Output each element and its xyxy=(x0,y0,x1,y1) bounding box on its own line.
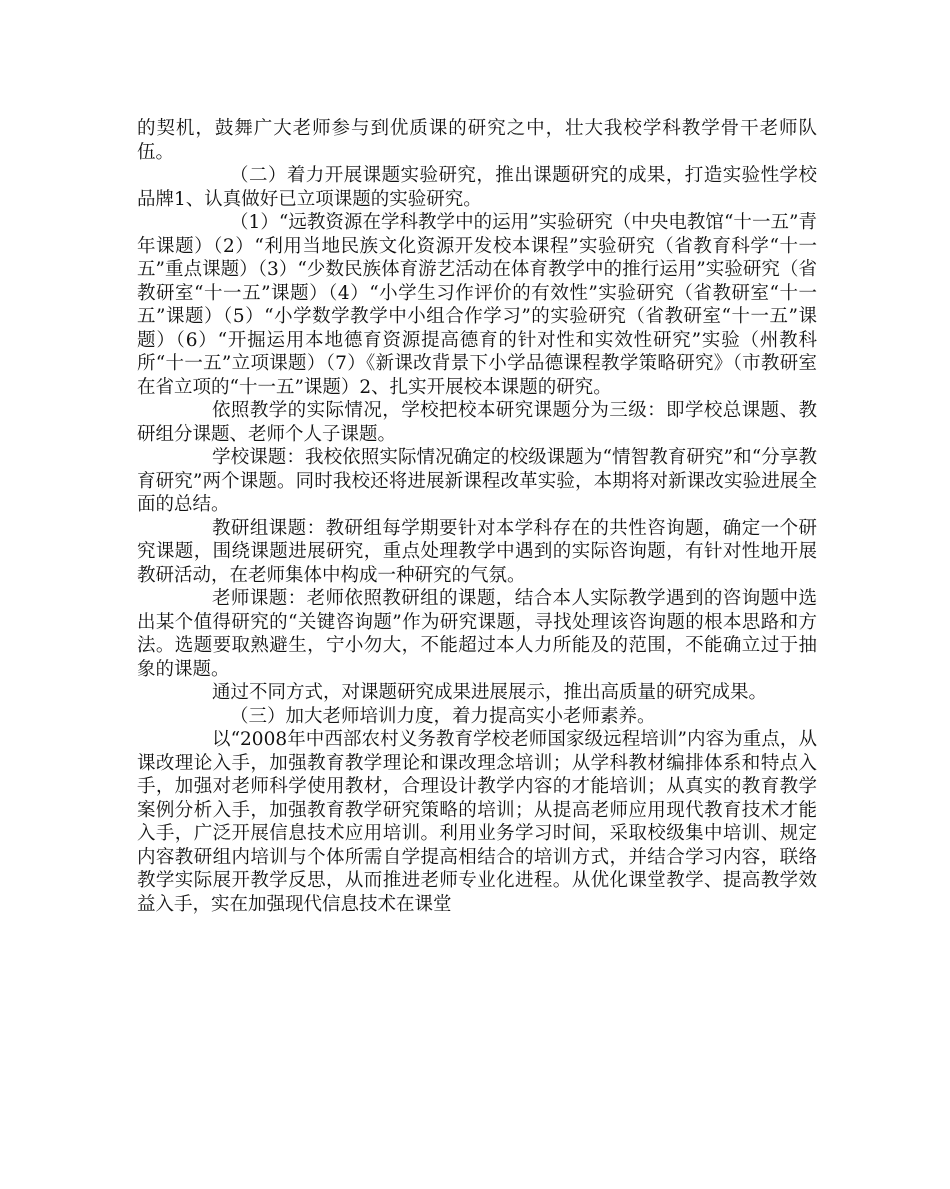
paragraph-training-details: 以“2008年中西部农村义务教育学校老师国家级远程培训”内容为重点，从课改理论入手，加强教育教学理论和课改理念培训；从学科教材编排体系和特点入手，加强对老师科学使用教材，合理设计教学内容的才能培训；从真实的教育教学案例分析入手，加强教育教学研究策略的培训；从提高老师应用现代教育技术才能入手，广泛开展信息技术应用培训。利用业务学习时间，采取校级集中培训、规定内容教研组内培训与个体所需自学提高相结合的培训方式，并结合学习内容，联络教学实际展开教学反思，从而推进老师专业化进程。从优化课堂教学、提高教学效益入手，实在加强现代信息技术在课堂 xyxy=(137,729,817,915)
paragraph-school-topic: 学校课题：我校依照实际情况确定的校级课题为“情智教育研究”和“分享教育研究”两个课题。同时我校还将进展新课程改革实验，本期将对新课改实验进展全面的总结。 xyxy=(137,447,817,515)
paragraph-research-topics-list: （1）“远教资源在学科教学中的运用”实验研究（中央电教馆“十一五”青年课题）（2）“利用当地民族文化资源开发校本课程”实验研究（省教育科学“十一五”重点课题）（3）“少数民族体育游艺活动在体育教学中的推行运用”实验研究（省教研室“十一五”课题）（4）“小学生习作评价的有效性”实验研究（省教研室“十一五”课题）（5）“小学数学教学中小组合作学习”的实验研究（省教研室“十一五”课题）（6）“开掘运用本地德育资源提高德育的针对性和实效性研究”实验（州教科所“十一五”立项课题）（7）《新课改背景下小学品德课程教学策略研究》（市教研室在省立项的“十一五”课题）2、扎实开展校本课题的研究。 xyxy=(137,212,817,398)
paragraph-three-levels: 依照教学的实际情况，学校把校本研究课题分为三级：即学校总课题、教研组分课题、老师个人子课题。 xyxy=(137,400,817,445)
paragraph-section-three-heading: （三）加大老师培训力度，着力提高实小老师素养。 xyxy=(230,705,656,727)
paragraph-teacher-topic: 老师课题：老师依照教研组的课题，结合本人实际教学遇到的咨询题中选出某个值得研究的“关键咨询题”作为研究课题，寻找处理该咨询题的根本思路和方法。选题要取熟避生，宁小勿大，不能超过本人力所能及的范围，不能确立过于抽象的课题。 xyxy=(137,588,817,680)
paragraph-section-two-heading: （二）着力开展课题实验研究，推出课题研究的成果，打造实验性学校品牌1、认真做好已立项课题的实验研究。 xyxy=(137,165,817,210)
document-page xyxy=(137,117,817,916)
paragraph-teaching-group-topic: 教研组课题：教研组每学期要针对本学科存在的共性咨询题，确定一个研究课题，围绕课题进展研究，重点处理教学中遇到的实际咨询题，有针对性地开展教研活动，在老师集体中构成一种研究的气氛。 xyxy=(137,517,817,586)
paragraph-results-display: 通过不同方式，对课题研究成果进展展示，推出高质量的研究成果。 xyxy=(212,682,768,703)
paragraph-intro-continuation: 的契机，鼓舞广大老师参与到优质课的研究之中，壮大我校学科教学骨干老师队伍。 xyxy=(137,118,817,163)
